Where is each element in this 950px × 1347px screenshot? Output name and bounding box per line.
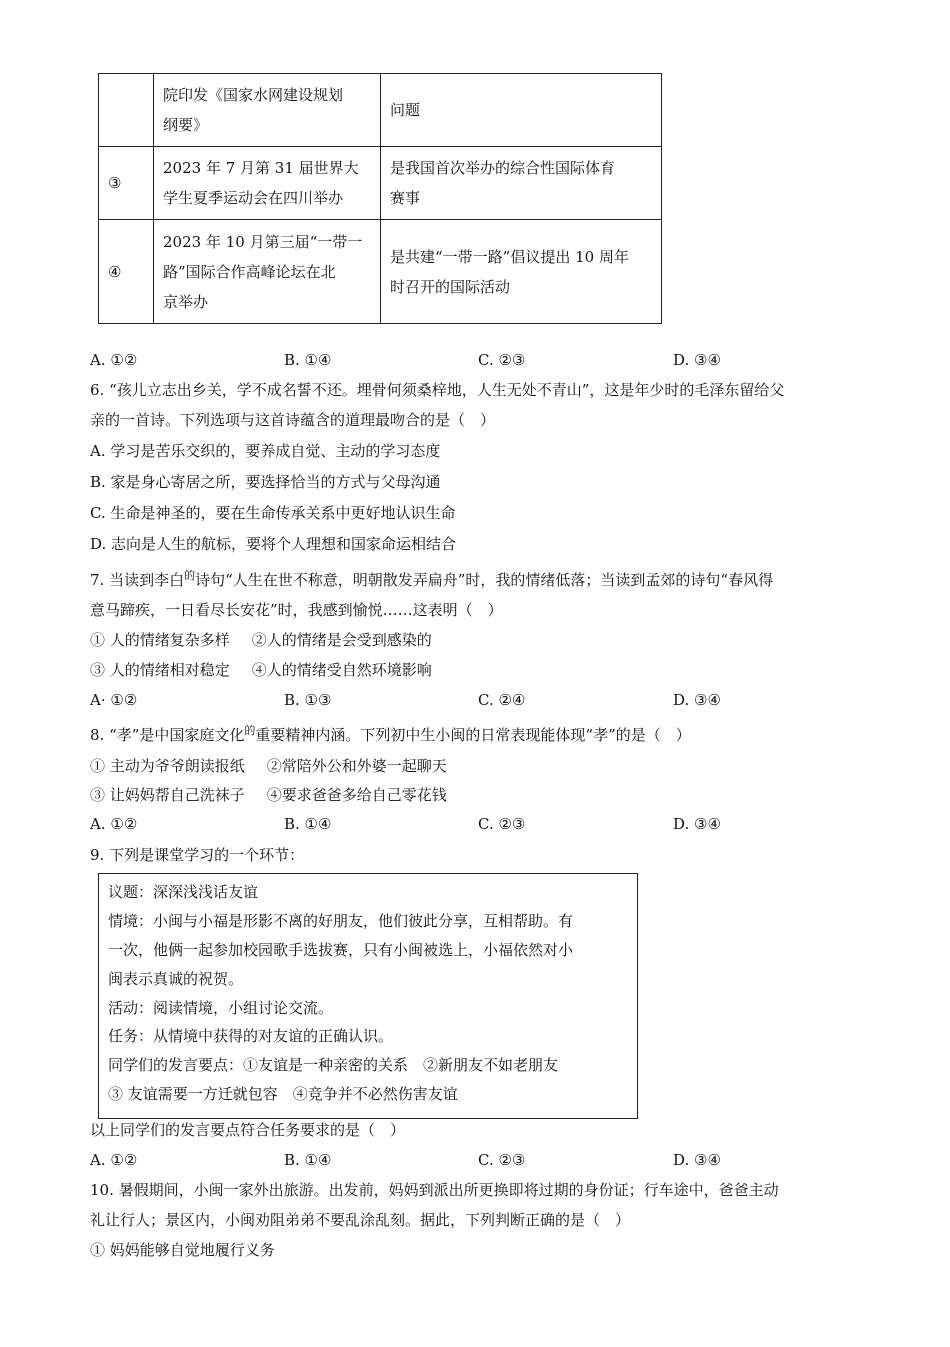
q8-stem <box>90 726 691 746</box>
q8-statements <box>90 757 447 777</box>
q5-option-d[interactable]: D. ③④ <box>673 351 721 369</box>
statement: ④人的情绪受自然环境影响 <box>251 661 432 679</box>
q8-option-a[interactable]: A. ①② <box>90 815 138 833</box>
cell-text: 院印发《国家水网建设规划 <box>163 86 344 104</box>
cell-text: 纲要》 <box>163 116 209 134</box>
statement: ① 人的情绪复杂多样 <box>90 631 230 649</box>
q7-stem: 意马蹄疾，一日看尽长安花”时，我感到愉悦……这表明（ ） <box>90 601 503 619</box>
q9-option-c[interactable]: C. ②③ <box>478 1151 526 1169</box>
cell-text: 是我国首次举办的综合性国际体育 <box>390 159 616 177</box>
q7-option-c[interactable]: C. ②④ <box>478 691 526 709</box>
q9-option-d[interactable]: D. ③④ <box>673 1151 721 1169</box>
box-line: 闽表示真诚的祝贺。 <box>108 970 244 988</box>
q9-stem: 9. 下列是课堂学习的一个环节： <box>90 846 305 864</box>
q8-statements <box>90 786 447 806</box>
q7-statements <box>90 631 432 651</box>
row-number: ④ <box>99 220 154 324</box>
q8-option-b[interactable]: B. ①④ <box>284 815 332 833</box>
statement: ③ 人的情绪相对稳定 <box>90 661 230 679</box>
q5-option-b[interactable]: B. ①④ <box>284 351 332 369</box>
cell-text: 学生夏季运动会在四川举办 <box>163 189 344 207</box>
box-line: 议题：深深浅浅话友谊 <box>108 883 259 901</box>
q6-option-c[interactable]: C. 生命是神圣的，要在生命传承关系中更好地认识生命 <box>90 504 456 522</box>
q5-option-a[interactable]: A. ①② <box>90 351 138 369</box>
q7-stem-text: 诗句“人生在世不称意，明朝散发弄扁舟”时，我的情绪低落；当读到孟郊的诗句“春风得 <box>195 571 774 589</box>
q10-stem: 礼让行人；景区内，小闽劝阻弟弟不要乱涂乱刻。据此，下列判断正确的是（ ） <box>90 1211 631 1229</box>
row-number: ③ <box>99 147 154 220</box>
box-line: ③ 友谊需要一方迁就包容 ④竞争并不必然伤害友谊 <box>108 1085 458 1103</box>
box-line: 情境：小闽与小福是形影不离的好朋友，他们彼此分享，互相帮助。有 <box>108 912 574 930</box>
statement: ④要求爸爸多给自己零花钱 <box>266 786 447 804</box>
meaning-cell <box>381 147 662 220</box>
box-line: 同学们的发言要点：①友谊是一种亲密的关系 ②新朋友不如老朋友 <box>108 1056 559 1074</box>
q5-option-c[interactable]: C. ②③ <box>478 351 526 369</box>
row-number <box>99 74 154 147</box>
cell-text: 路”国际合作高峰论坛在北 <box>163 262 336 281</box>
q6-option-a[interactable]: A. 学习是苦乐交织的，要养成自觉、主动的学习态度 <box>90 442 441 460</box>
q6-option-d[interactable]: D. 志向是人生的航标，要将个人理想和国家命运相结合 <box>90 535 457 553</box>
cell-text: 赛事 <box>390 189 421 207</box>
q7-superscript: 的 <box>184 569 196 582</box>
event-cell <box>154 220 381 324</box>
q9-option-b[interactable]: B. ①④ <box>284 1151 332 1169</box>
statement: ②常陪外公和外婆一起聊天 <box>266 757 447 775</box>
table-row <box>99 147 662 220</box>
q6-stem: 亲的一首诗。下列选项与这首诗蕴含的道理最吻合的是（ ） <box>90 411 496 429</box>
statement: ① 主动为爷爷朗读报纸 <box>90 757 245 775</box>
cell-text: 是共建“一带一路”倡议提出 10 周年 <box>390 247 629 266</box>
q9-option-a[interactable]: A. ①② <box>90 1151 138 1169</box>
table-row <box>99 74 662 147</box>
statement: ②人的情绪是会受到感染的 <box>251 631 432 649</box>
cell-text: 京举办 <box>163 292 209 311</box>
lesson-box <box>98 873 638 1119</box>
table-row <box>99 220 662 324</box>
q7-stem-text: 7. 当读到李白 <box>90 571 185 589</box>
meaning-cell <box>381 74 662 147</box>
event-cell <box>154 74 381 147</box>
cell-text: 问题 <box>390 101 421 119</box>
events-table <box>98 73 662 324</box>
q8-stem-text: 重要精神内涵。下列初中生小闽的日常表现能体现“孝”的是（ ） <box>255 726 691 744</box>
cell-text: 2023 年 7 月第 31 届世界大 <box>163 159 359 177</box>
q6-option-b[interactable]: B. 家是身心寄居之所，要选择恰当的方式与父母沟通 <box>90 473 441 491</box>
q7-option-b[interactable]: B. ①③ <box>284 691 332 709</box>
box-line: 活动：阅读情境，小组讨论交流。 <box>108 999 334 1017</box>
q8-option-d[interactable]: D. ③④ <box>673 815 721 833</box>
cell-text: 2023 年 10 月第三届“一带一 <box>163 232 363 251</box>
box-line: 一次，他俩一起参加校园歌手选拔赛，只有小闽被选上，小福依然对小 <box>108 941 574 959</box>
q9-after: 以上同学们的发言要点符合任务要求的是（ ） <box>90 1121 406 1139</box>
event-cell <box>154 147 381 220</box>
q7-stem <box>90 571 773 591</box>
q7-option-d[interactable]: D. ③④ <box>673 691 721 709</box>
meaning-cell <box>381 220 662 324</box>
q6-stem: 6. “孩儿立志出乡关，学不成名誓不还。埋骨何须桑梓地，人生无处不青山”，这是年少时的毛泽东留给父 <box>90 381 785 399</box>
q7-option-a[interactable]: A· ①② <box>90 691 138 709</box>
q8-option-c[interactable]: C. ②③ <box>478 815 526 833</box>
q10-stem: 10. 暑假期间，小闽一家外出旅游。出发前，妈妈到派出所更换即将过期的身份证；行车途中，爸爸主动 <box>90 1181 779 1199</box>
statement: ③ 让妈妈帮自己洗袜子 <box>90 786 245 804</box>
q8-superscript: 的 <box>244 724 256 737</box>
q8-stem-text: 8. “孝”是中国家庭文化 <box>90 726 245 744</box>
box-line: 任务：从情境中获得的对友谊的正确认识。 <box>108 1027 394 1045</box>
q10-statement: ① 妈妈能够自觉地履行义务 <box>90 1241 275 1259</box>
q7-statements <box>90 661 432 681</box>
cell-text: 时召开的国际活动 <box>390 277 511 296</box>
